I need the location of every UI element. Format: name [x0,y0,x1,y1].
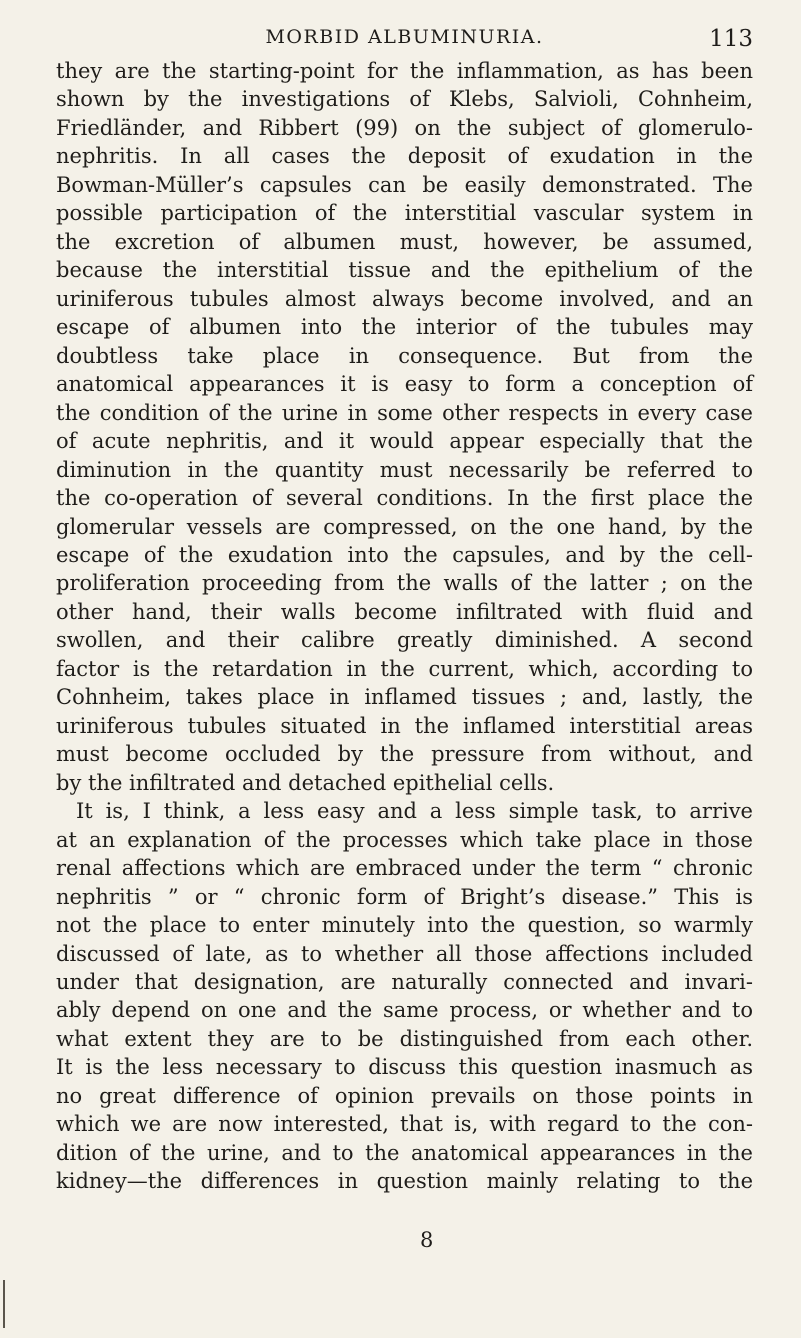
text-line: escape of the exudation into the capsules, and by the cell- [56,542,753,567]
text-line: which we are now interested, that is, with regard to the con- [56,1112,753,1137]
text-line: the excretion of albumen must, however, be assumed, [56,229,753,254]
text-line: factor is the retardation in the current, which, according to [56,656,753,681]
text-line: must become occluded by the pressure from without, and [56,742,753,767]
signature-mark: 8 [420,1228,434,1252]
text-line: what extent they are to be distinguished from each other. [56,1026,753,1051]
paragraph-start-line: It is, I think, a less easy and a less simple task, to arrive [76,799,753,824]
text-line: proliferation proceeding from the walls of the latter ; on the [56,571,753,596]
text-line: anatomical appearances it is easy to form a conception of [56,372,753,397]
text-line: dition of the urine, and to the anatomical appearances in the [56,1140,753,1165]
text-line: at an explanation of the processes which take place in those [56,827,753,852]
text-line: because the interstitial tissue and the epithelium of the [56,258,753,283]
text-line: they are the starting-point for the inflammation, as has been [56,59,753,83]
text-line: uriniferous tubules situated in the inflamed interstitial areas [56,713,753,738]
text-line: other hand, their walls become infiltrated with fluid and [56,599,753,624]
text-line: ably depend on one and the same process, or whether and to [56,998,753,1023]
page-edge-mark [3,1280,5,1328]
text-line: no great difference of opinion prevails on those points in [56,1083,753,1108]
text-line: nephritis ” or “ chronic form of Bright’s disease.” This is [56,884,753,909]
text-line: escape of albumen into the interior of the tubules may [56,315,753,340]
text-line: the condition of the urine in some other respects in every case [56,400,753,425]
page-number: 113 [709,26,753,52]
text-line: not the place to enter minutely into the question, so warmly [56,913,753,938]
text-line: doubtless take place in consequence. But from the [56,343,753,368]
paragraph-end-line: by the infiltrated and detached epithelial cells. [56,770,555,795]
text-line: discussed of late, as to whether all those affections included [56,941,753,966]
text-line: kidney—the differences in question mainly relating to the [56,1169,753,1194]
text-line: nephritis. In all cases the deposit of exudation in the [56,144,753,169]
text-line: Friedländer, and Ribbert (99) on the subject of glomerulo- [56,115,753,140]
body-text [56,57,753,1196]
text-line: swollen, and their calibre greatly diminished. A second [56,628,753,653]
running-title: MORBID ALBUMINURIA. [265,26,544,48]
text-line: glomerular vessels are compressed, on the one hand, by the [56,514,753,539]
text-line: shown by the investigations of Klebs, Salvioli, Cohnheim, [56,87,753,112]
text-line: diminution in the quantity must necessarily be referred to [56,457,753,482]
text-line: Bowman-Müller’s capsules can be easily demonstrated. The [56,172,753,197]
text-line: under that designation, are naturally connected and invari- [56,970,753,994]
text-line: uriniferous tubules almost always become involved, and an [56,286,753,311]
text-line: renal affections which are embraced under the term “ chronic [56,856,753,881]
running-head [56,26,753,56]
text-line: of acute nephritis, and it would appear especially that the [56,429,753,454]
text-line: It is the less necessary to discuss this question inasmuch as [56,1055,753,1080]
text-line: possible participation of the interstitial vascular system in [56,201,753,226]
text-line: the co-operation of several conditions. In the first place the [56,486,753,511]
text-line: Cohnheim, takes place in inflamed tissues ; and, lastly, the [56,685,753,710]
